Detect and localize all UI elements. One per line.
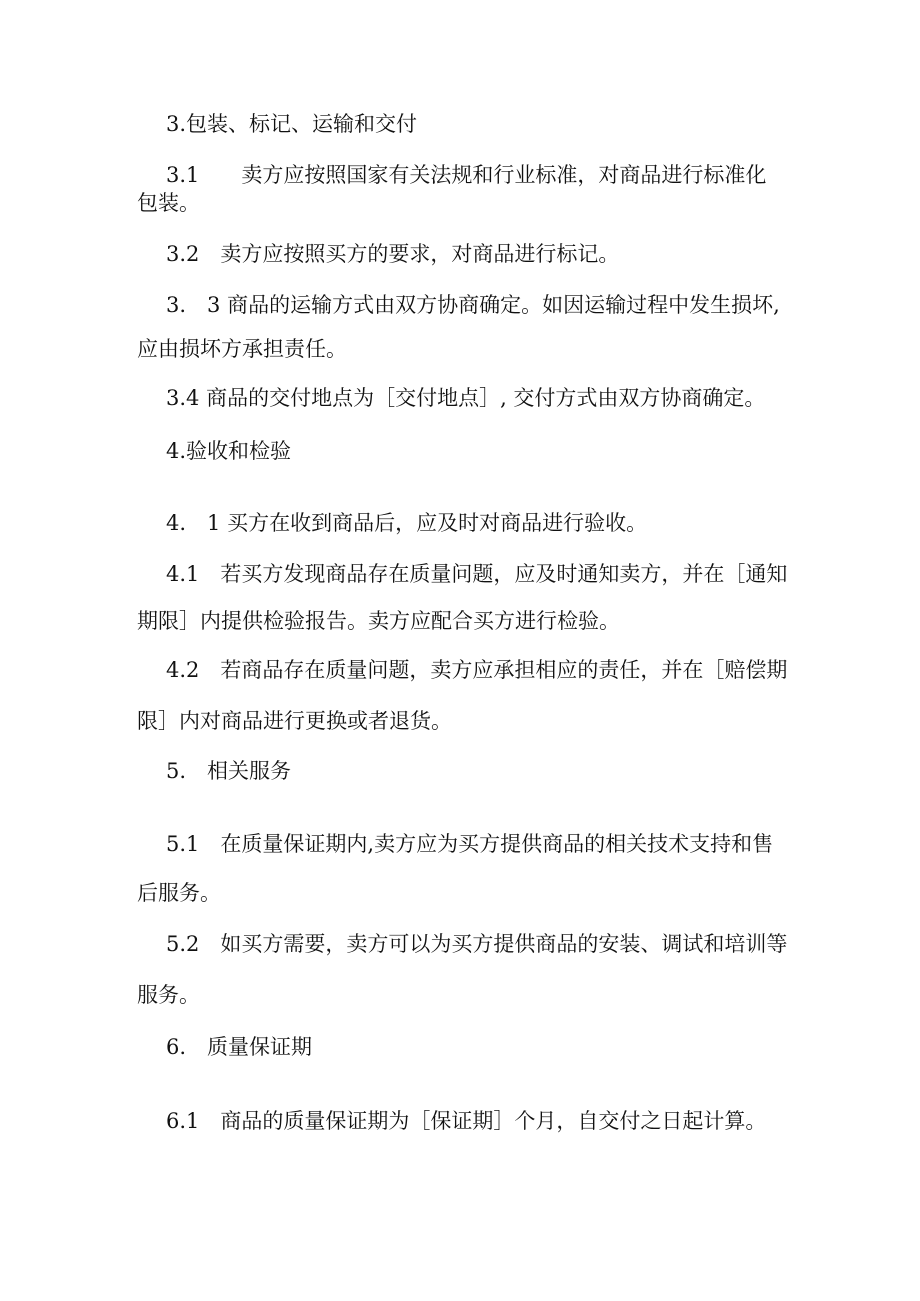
- clause-3-1-line-2: 包装。: [137, 191, 200, 215]
- clause-3-4: 3.4 商品的交付地点为［交付地点］, 交付方式由双方协商确定。: [166, 386, 766, 410]
- clause-5-1-line-1: 5.1 在质量保证期内,卖方应为买方提供商品的相关技术支持和售: [166, 832, 774, 856]
- clause-3-2: 3.2 卖方应按照买方的要求，对商品进行标记。: [166, 242, 620, 266]
- clause-4-2-line-1: 4.2 若商品存在质量问题，卖方应承担相应的责任，并在［赔偿期: [166, 658, 788, 682]
- section-heading-5: 5. 相关服务: [166, 759, 292, 783]
- clause-4-1-b-line-1: 4.1 若买方发现商品存在质量问题，应及时通知卖方，并在［通知: [166, 562, 788, 586]
- clause-3-3-line-1: 3. 3 商品的运输方式由双方协商确定。如因运输过程中发生损坏,: [166, 293, 780, 317]
- section-heading-4: 4.验收和检验: [166, 439, 292, 463]
- clause-4-1-a: 4. 1 买方在收到商品后，应及时对商品进行验收。: [166, 511, 648, 535]
- clause-3-1-line-1: 3.1 卖方应按照国家有关法规和行业标准，对商品进行标准化: [166, 163, 767, 187]
- clause-5-2-line-1: 5.2 如买方需要，卖方可以为买方提供商品的安装、调试和培训等: [166, 932, 788, 956]
- clause-4-2-line-2: 限］内对商品进行更换或者退货。: [137, 709, 452, 733]
- clause-6-1: 6.1 商品的质量保证期为［保证期］个月，自交付之日起计算。: [166, 1109, 767, 1133]
- clause-5-2-line-2: 服务。: [137, 983, 200, 1007]
- clause-5-1-line-2: 后服务。: [137, 881, 221, 905]
- section-heading-6: 6. 质量保证期: [166, 1035, 313, 1059]
- section-heading-3: 3.包装、标记、运输和交付: [166, 112, 418, 136]
- clause-3-3-line-2: 应由损坏方承担责任。: [137, 337, 347, 361]
- clause-4-1-b-line-2: 期限］内提供检验报告。卖方应配合买方进行检验。: [137, 609, 620, 633]
